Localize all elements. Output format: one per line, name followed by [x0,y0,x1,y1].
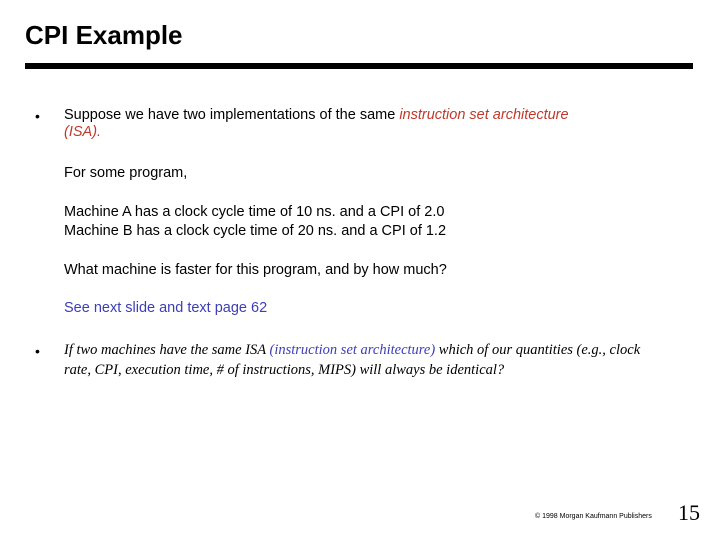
bullet-2-post: which of our quantities (e.g., clock rate, CPI, execution time, # of instructions, MIPS) will always be identical? [64,342,641,378]
machine-b-line: Machine B has a clock cycle time of 20 ns. and a CPI of 1.2 [64,223,447,239]
machine-a-line: Machine A has a clock cycle time of 10 ns. and a CPI of 2.0 [64,204,445,220]
see-next-slide: See next slide and text page 62 [64,300,268,316]
bullet-1-emphasis: instruction set architecture (ISA). [64,107,569,140]
page-number: 15 [678,500,700,525]
bullet-marker-1: • [35,108,40,124]
slide-title: CPI Example [25,20,183,50]
bullet-1-pre: Suppose we have two implementations of the same [64,107,400,123]
bullet-2-text [64,340,664,380]
bullet-2-emphasis: (instruction set architecture) [269,342,436,358]
bullet-1-text [64,107,584,141]
bullet-marker-2: • [35,343,40,359]
title-divider [25,63,693,69]
bullet-2-pre: If two machines have the same ISA [64,342,270,358]
copyright-footer: © 1998 Morgan Kaufmann Publishers [535,513,652,520]
for-some-program: For some program, [64,165,188,181]
question-line: What machine is faster for this program, and by how much? [64,262,447,278]
